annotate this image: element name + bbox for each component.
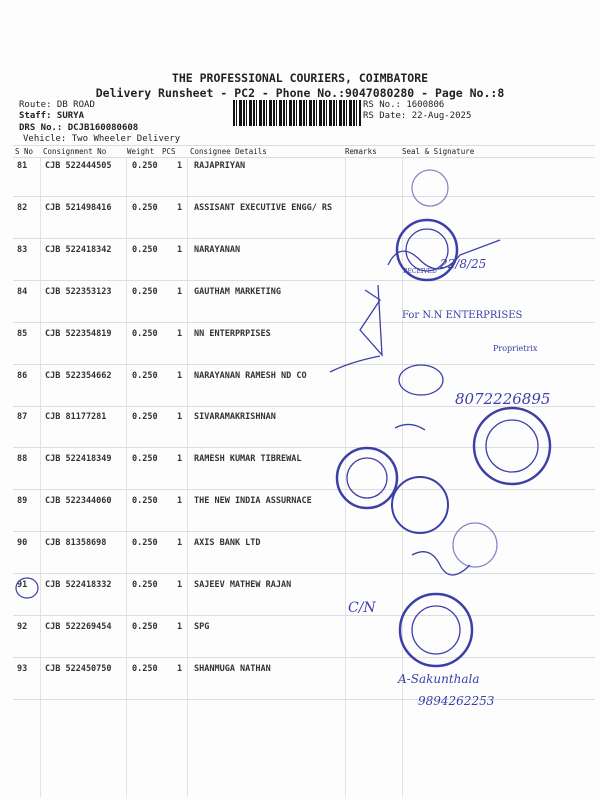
sno: 89 xyxy=(17,496,28,507)
col-pcs: PCS xyxy=(162,147,176,156)
vehicle: Vehicle: Two Wheeler Delivery xyxy=(23,134,181,144)
consignee: RAMESH KUMAR TIBREWAL xyxy=(194,454,302,465)
drs-no: DRS No.: DCJB160080608 xyxy=(19,123,139,133)
consignment-no: CJB 81177281 xyxy=(45,412,107,423)
pcs: 1 xyxy=(177,496,183,507)
weight: 0.250 xyxy=(132,161,158,171)
consignee: SHANMUGA NATHAN xyxy=(194,663,271,674)
pcs: 1 xyxy=(177,328,183,339)
weight: 0.250 xyxy=(132,202,158,213)
received-text: RECEIVED xyxy=(403,268,437,275)
consignment-no: CJB 522450750 xyxy=(45,663,112,674)
consignee: AXIS BANK LTD xyxy=(194,538,261,549)
weight: 0.250 xyxy=(132,412,158,423)
stamp xyxy=(412,170,448,206)
route: Route: DB ROAD xyxy=(19,100,95,110)
pcs: 1 xyxy=(177,412,183,423)
sno: 90 xyxy=(17,538,28,549)
handwritten-phone: 9894262253 xyxy=(418,694,495,708)
company-title: THE PROFESSIONAL COURIERS, COIMBATORE xyxy=(171,71,429,85)
weight: 0.250 xyxy=(132,663,158,674)
weight: 0.250 xyxy=(132,621,158,632)
consignment-no: CJB 522444505 xyxy=(45,161,112,171)
col-weight: Weight xyxy=(127,147,155,156)
col-consignment: Consignment No xyxy=(43,147,107,156)
pcs: 1 xyxy=(177,161,183,171)
textiles-stamp xyxy=(337,448,397,508)
pcs: 1 xyxy=(177,244,183,255)
consignee: RAJAPRIYAN xyxy=(194,161,246,171)
consignment-no: CJB 522418342 xyxy=(45,244,112,255)
staff: Staff: SURYA xyxy=(19,111,85,121)
sno: 87 xyxy=(17,412,28,423)
consignment-no: CJB 81358698 xyxy=(45,538,107,549)
pcs: 1 xyxy=(177,621,183,632)
weight: 0.250 xyxy=(132,328,158,339)
consignee: NARAYANAN RAMESH ND CO xyxy=(194,370,307,381)
consignee: NARAYANAN xyxy=(194,244,241,255)
handwritten-name: A-Sakunthala xyxy=(398,672,480,686)
consignee: SIVARAMAKRISHNAN xyxy=(194,412,276,423)
weight: 0.250 xyxy=(132,538,158,549)
proprietrix-stamp: Proprietrix xyxy=(493,344,538,353)
circled-row-91 xyxy=(16,578,38,598)
sno: 81 xyxy=(17,161,28,171)
rs-no: RS No.: 1600806 xyxy=(363,100,445,110)
sno: 92 xyxy=(17,621,28,632)
nn-enterprises-stamp: For N.N ENTERPRISES xyxy=(402,310,523,321)
sno: 91 xyxy=(17,580,28,590)
consignee: ASSISANT EXECUTIVE ENGG/ RS xyxy=(194,202,333,213)
consignment-no: CJB 522353123 xyxy=(45,286,112,297)
pcs: 1 xyxy=(177,663,183,674)
pcs: 1 xyxy=(177,286,183,297)
sno: 85 xyxy=(17,328,28,339)
consignment-no: CJB 522269454 xyxy=(45,621,112,632)
weight: 0.250 xyxy=(132,244,158,255)
sno: 83 xyxy=(17,244,28,255)
consignment-no: CJB 522344060 xyxy=(45,496,112,507)
consignment-no: CJB 521498416 xyxy=(45,202,112,213)
consignment-no: CJB 522354819 xyxy=(45,328,112,339)
sno: 93 xyxy=(17,663,28,674)
weight: 0.250 xyxy=(132,496,158,507)
handwritten-cn: C/N xyxy=(348,600,376,616)
spg-stamp xyxy=(400,594,472,666)
col-seal: Seal & Signature xyxy=(402,147,475,156)
signature xyxy=(330,285,382,372)
handwritten-phone: 8072226895 xyxy=(455,390,551,408)
col-sno: S No xyxy=(15,147,34,156)
consignee: SAJEEV MATHEW RAJAN xyxy=(194,580,292,590)
consignee: NN ENTERPRPISES xyxy=(194,328,271,339)
pcs: 1 xyxy=(177,538,183,549)
signature xyxy=(412,552,470,575)
sno: 86 xyxy=(17,370,28,381)
pcs: 1 xyxy=(177,202,183,213)
handwritten-date: 22/8/25 xyxy=(440,257,487,271)
weight: 0.250 xyxy=(132,454,158,465)
consignee: SPG xyxy=(194,621,210,632)
consignment-no: CJB 522418349 xyxy=(45,454,112,465)
pcs: 1 xyxy=(177,370,183,381)
col-consignee: Consignee Details xyxy=(190,147,267,156)
sno: 84 xyxy=(17,286,28,297)
consignment-no: CJB 522354662 xyxy=(45,370,112,381)
col-remarks: Remarks xyxy=(345,147,377,156)
bank-stamp xyxy=(392,477,448,533)
stamp xyxy=(453,523,497,567)
signature xyxy=(395,424,425,430)
weight: 0.250 xyxy=(132,286,158,297)
weight: 0.250 xyxy=(132,370,158,381)
weight: 0.250 xyxy=(132,580,158,590)
consignment-no: CJB 522418332 xyxy=(45,580,112,590)
consignee: THE NEW INDIA ASSURNACE xyxy=(194,496,312,507)
pcs: 1 xyxy=(177,454,183,465)
sno: 82 xyxy=(17,202,28,213)
rs-date: RS Date: 22-Aug-2025 xyxy=(363,111,472,121)
sno: 88 xyxy=(17,454,28,465)
signature xyxy=(399,365,443,395)
runsheet-subtitle: Delivery Runsheet - PC2 - Phone No.:9047080280 - Page No.:8 xyxy=(95,86,505,100)
consignee: GAUTHAM MARKETING xyxy=(194,286,281,297)
pcs: 1 xyxy=(177,580,183,590)
